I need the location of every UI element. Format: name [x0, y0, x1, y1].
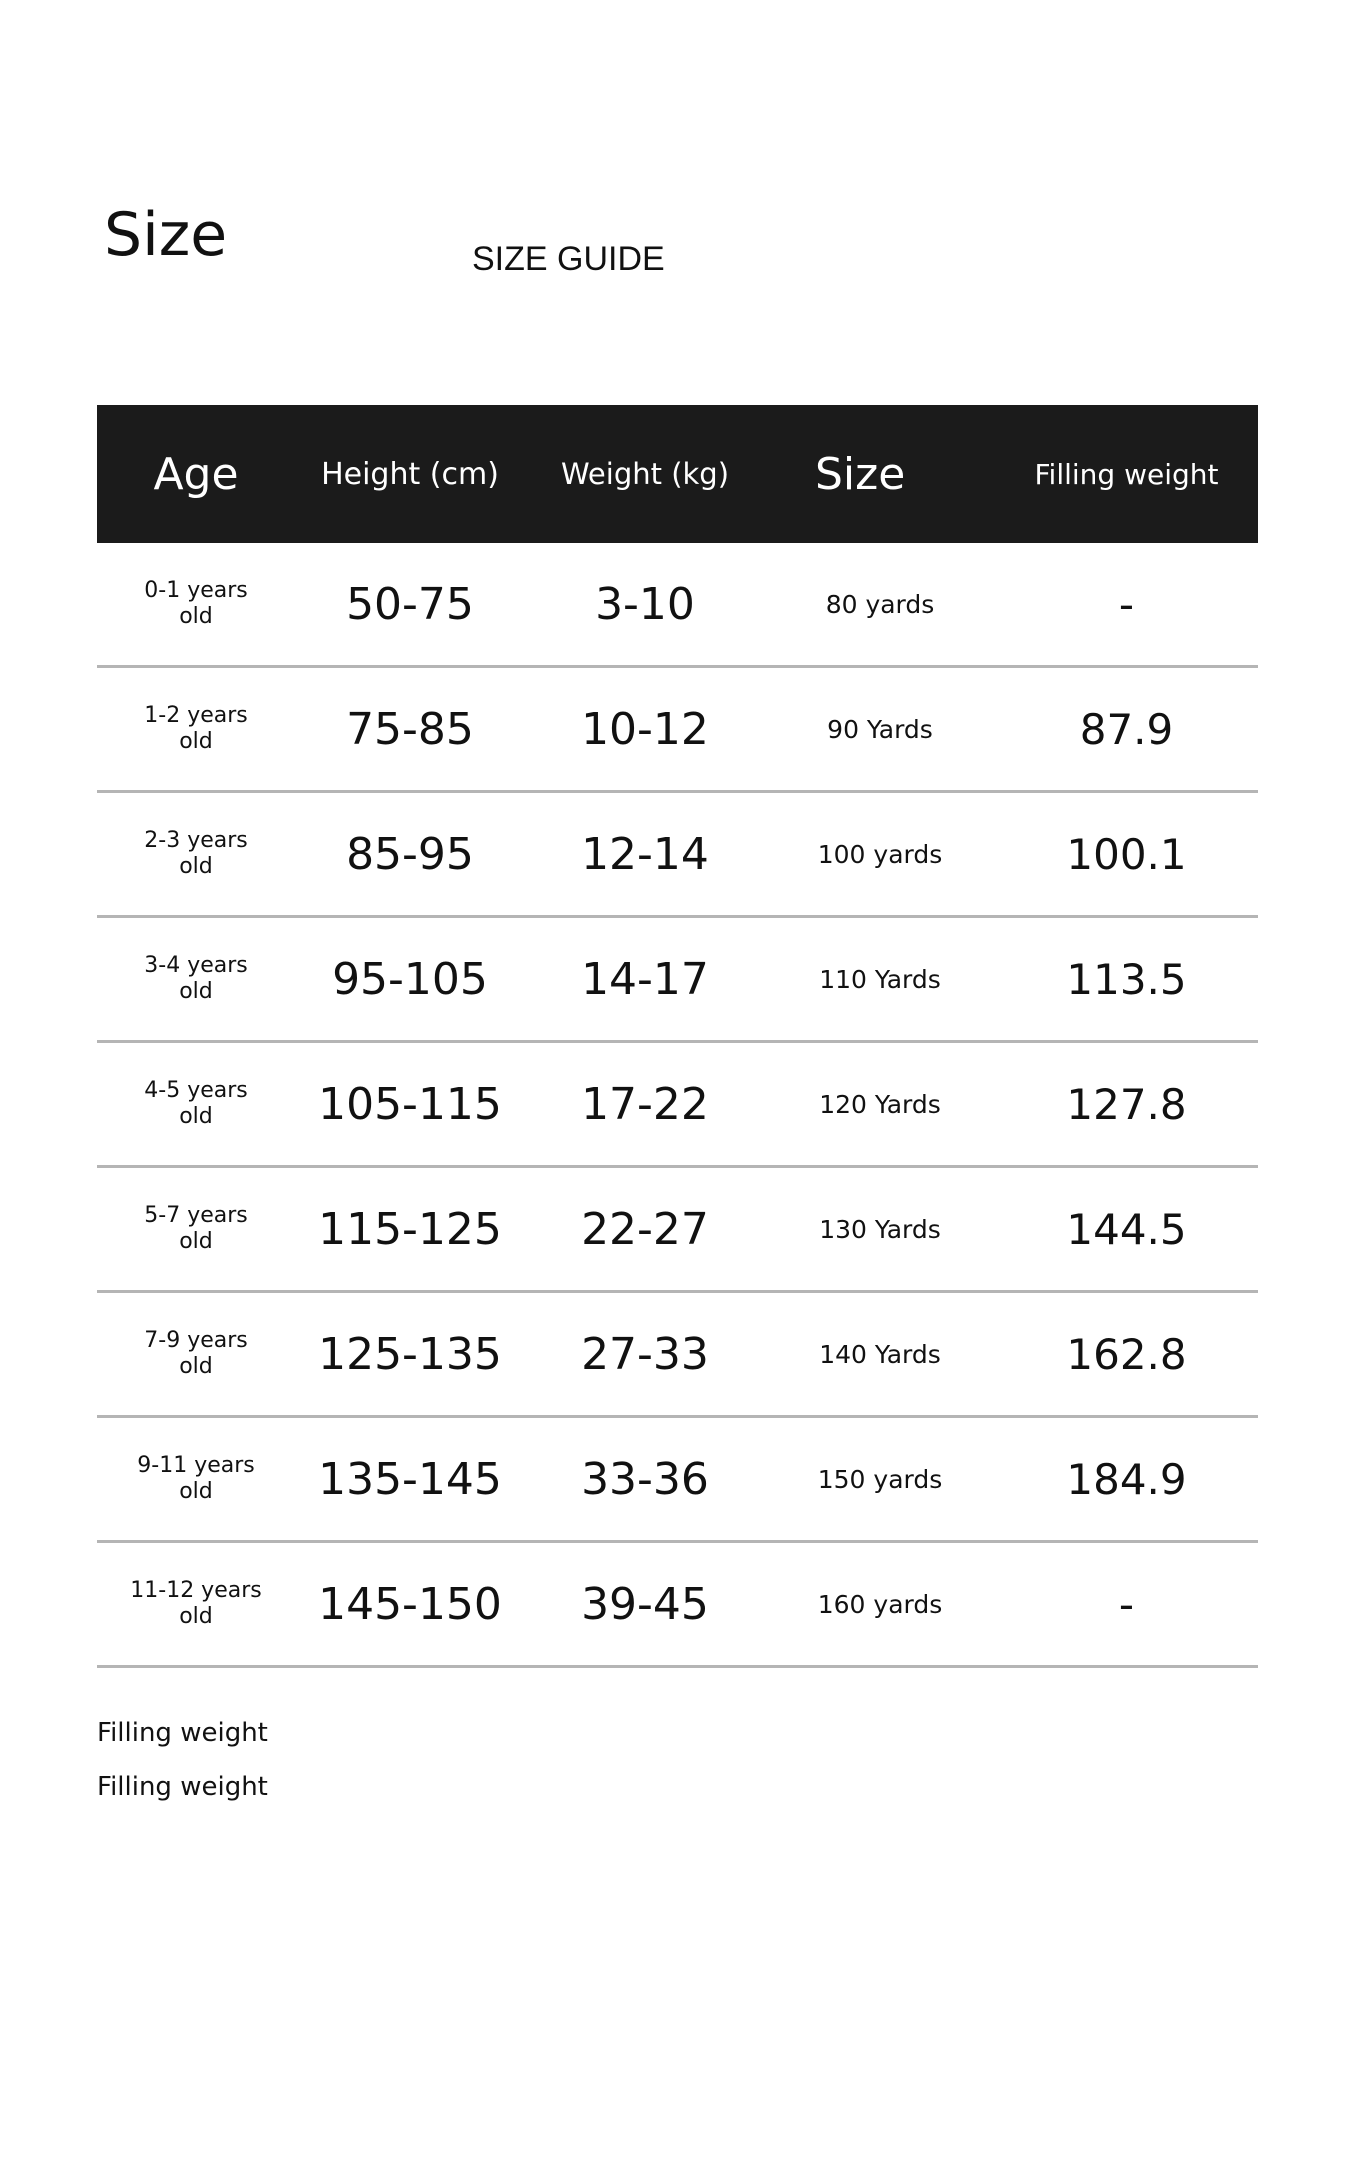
table-header — [97, 405, 1258, 543]
cell-height: 115-125 — [318, 1203, 502, 1255]
cell-filling-weight: 113.5 — [1066, 954, 1187, 1004]
age-line2: old — [179, 1604, 213, 1629]
table-row — [97, 1293, 1258, 1418]
age-line1: 4-5 years — [144, 1078, 248, 1103]
cell-filling-weight: 100.1 — [1066, 829, 1187, 879]
cell-weight: 10-12 — [581, 703, 709, 755]
cell-age — [97, 1203, 295, 1255]
cell-height: 105-115 — [318, 1078, 502, 1130]
footnote-1: Filling weight — [97, 1718, 268, 1748]
cell-weight: 3-10 — [595, 578, 695, 630]
footnote-2: Filling weight — [97, 1772, 268, 1802]
table-row — [97, 793, 1258, 918]
cell-age — [97, 1328, 295, 1380]
age-line1: 0-1 years — [144, 578, 248, 603]
cell-height: 145-150 — [318, 1578, 502, 1630]
cell-filling-weight: - — [1118, 1579, 1135, 1629]
cell-weight: 22-27 — [581, 1203, 709, 1255]
table-row — [97, 668, 1258, 793]
age-line1: 2-3 years — [144, 828, 248, 853]
cell-filling-weight: - — [1118, 579, 1135, 629]
age-line1: 5-7 years — [144, 1203, 248, 1228]
header-height: Height (cm) — [321, 456, 499, 492]
cell-weight: 17-22 — [581, 1078, 709, 1130]
page-subtitle: SIZE GUIDE — [472, 240, 665, 278]
header-age: Age — [153, 448, 239, 500]
table-row — [97, 1168, 1258, 1293]
cell-weight: 27-33 — [581, 1328, 709, 1380]
cell-height: 85-95 — [346, 828, 474, 880]
age-line1: 1-2 years — [144, 703, 248, 728]
age-line2: old — [179, 1354, 213, 1379]
age-line2: old — [179, 1479, 213, 1504]
cell-weight: 12-14 — [581, 828, 709, 880]
age-line2: old — [179, 979, 213, 1004]
cell-size: 140 Yards — [819, 1339, 941, 1369]
age-line1: 3-4 years — [144, 953, 248, 978]
cell-size: 80 yards — [825, 589, 935, 619]
header-filling-weight: Filling weight — [1034, 457, 1219, 491]
cell-age — [97, 1578, 295, 1630]
cell-height: 50-75 — [346, 578, 474, 630]
age-line1: 9-11 years — [137, 1453, 255, 1478]
cell-weight: 33-36 — [581, 1453, 709, 1505]
cell-weight: 39-45 — [581, 1578, 709, 1630]
cell-weight: 14-17 — [581, 953, 709, 1005]
size-table — [97, 405, 1258, 1668]
cell-height: 135-145 — [318, 1453, 502, 1505]
cell-filling-weight: 127.8 — [1066, 1079, 1187, 1129]
table-row — [97, 1418, 1258, 1543]
cell-filling-weight: 144.5 — [1066, 1204, 1187, 1254]
age-line2: old — [179, 604, 213, 629]
table-row — [97, 918, 1258, 1043]
cell-filling-weight: 87.9 — [1079, 704, 1174, 754]
age-line2: old — [179, 1229, 213, 1254]
age-line2: old — [179, 729, 213, 754]
cell-age — [97, 953, 295, 1005]
age-line1: 7-9 years — [144, 1328, 248, 1353]
age-line2: old — [179, 1104, 213, 1129]
table-body — [97, 543, 1258, 1668]
table-row — [97, 543, 1258, 668]
age-line2: old — [179, 854, 213, 879]
cell-size: 120 Yards — [819, 1089, 941, 1119]
table-row — [97, 1543, 1258, 1668]
cell-filling-weight: 184.9 — [1066, 1454, 1187, 1504]
cell-height: 125-135 — [318, 1328, 502, 1380]
table-row — [97, 1043, 1258, 1168]
header-weight: Weight (kg) — [560, 457, 730, 491]
cell-age — [97, 1078, 295, 1130]
cell-size: 150 yards — [817, 1464, 943, 1494]
cell-size: 160 yards — [817, 1589, 943, 1619]
cell-size: 100 yards — [817, 839, 943, 869]
cell-age — [97, 578, 295, 630]
cell-height: 75-85 — [346, 703, 474, 755]
page-title: Size — [104, 200, 228, 270]
header-size: Size — [815, 448, 906, 500]
cell-age — [97, 1453, 295, 1505]
cell-age — [97, 703, 295, 755]
cell-size: 110 Yards — [819, 964, 941, 994]
cell-size: 130 Yards — [819, 1214, 941, 1244]
cell-age — [97, 828, 295, 880]
age-line1: 11-12 years — [130, 1578, 262, 1603]
cell-size: 90 Yards — [827, 714, 933, 744]
cell-height: 95-105 — [332, 953, 488, 1005]
cell-filling-weight: 162.8 — [1066, 1329, 1187, 1379]
